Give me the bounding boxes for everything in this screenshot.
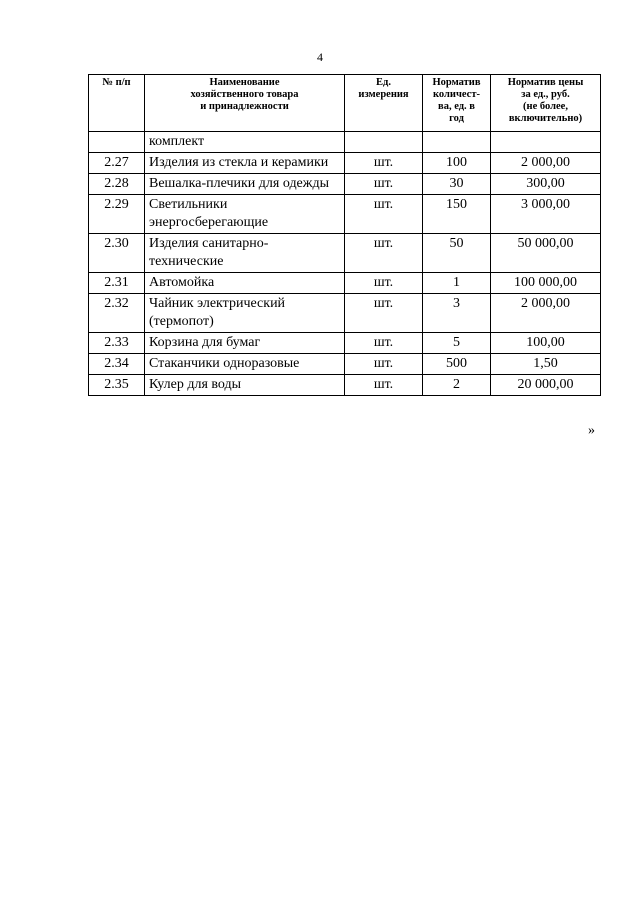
cell-num: 2.28 — [89, 174, 145, 195]
cell-qty: 150 — [423, 195, 491, 234]
cell-name: Кулер для воды — [145, 375, 345, 396]
cell-price: 20 000,00 — [491, 375, 601, 396]
cell-price: 3 000,00 — [491, 195, 601, 234]
table-row — [89, 174, 601, 195]
cell-name: Вешалка-плечики для одежды — [145, 174, 345, 195]
cell-unit: шт. — [345, 375, 423, 396]
cell-num: 2.29 — [89, 195, 145, 234]
cell-name: Корзина для бумаг — [145, 333, 345, 354]
cell-unit: шт. — [345, 234, 423, 273]
cell-unit — [345, 132, 423, 153]
cell-qty: 5 — [423, 333, 491, 354]
cell-num: 2.32 — [89, 294, 145, 333]
cell-qty: 30 — [423, 174, 491, 195]
cell-price: 2 000,00 — [491, 153, 601, 174]
header-price: Норматив цены за ед., руб. (не более, включительно) — [491, 75, 601, 132]
cell-qty: 2 — [423, 375, 491, 396]
cell-name-line: (термопот) — [149, 314, 214, 329]
cell-price: 1,50 — [491, 354, 601, 375]
cell-num: 2.27 — [89, 153, 145, 174]
table-row — [89, 234, 601, 273]
cell-qty: 3 — [423, 294, 491, 333]
cell-qty: 100 — [423, 153, 491, 174]
cell-qty: 1 — [423, 273, 491, 294]
table-row — [89, 153, 601, 174]
cell-qty: 50 — [423, 234, 491, 273]
cell-unit: шт. — [345, 174, 423, 195]
cell-name: Автомойка — [145, 273, 345, 294]
table-header-row — [89, 75, 601, 132]
header-num: № п/п — [89, 75, 145, 132]
cell-price — [491, 132, 601, 153]
cell-name-line: энергосберегающие — [149, 215, 269, 230]
cell-unit: шт. — [345, 294, 423, 333]
header-unit: Ед. измерения — [345, 75, 423, 132]
table-row — [89, 195, 601, 234]
cell-num — [89, 132, 145, 153]
cell-qty: 500 — [423, 354, 491, 375]
table-row-continuation — [89, 132, 601, 153]
cell-name: Стаканчики одноразовые — [145, 354, 345, 375]
cell-num: 2.33 — [89, 333, 145, 354]
cell-unit: шт. — [345, 273, 423, 294]
table-row — [89, 354, 601, 375]
cell-name-line: Изделия санитарно- — [149, 236, 269, 251]
cell-price: 300,00 — [491, 174, 601, 195]
cell-num: 2.30 — [89, 234, 145, 273]
cell-name: Изделия из стекла и керамики — [145, 153, 345, 174]
page-number: 4 — [317, 50, 323, 64]
cell-num: 2.31 — [89, 273, 145, 294]
cell-price: 2 000,00 — [491, 294, 601, 333]
cell-price: 50 000,00 — [491, 234, 601, 273]
header-name: Наименование хозяйственного товара и принадлежности — [145, 75, 345, 132]
cell-unit: шт. — [345, 195, 423, 234]
cell-num: 2.34 — [89, 354, 145, 375]
cell-unit: шт. — [345, 333, 423, 354]
cell-qty — [423, 132, 491, 153]
table-row — [89, 333, 601, 354]
cell-name — [145, 294, 345, 333]
cell-name — [145, 234, 345, 273]
cell-name-line: Светильники — [149, 197, 228, 212]
header-qty: Норматив количест- ва, ед. в год — [423, 75, 491, 132]
cell-name: комплект — [145, 132, 345, 153]
cell-price: 100 000,00 — [491, 273, 601, 294]
cell-unit: шт. — [345, 354, 423, 375]
cell-price: 100,00 — [491, 333, 601, 354]
cell-num: 2.35 — [89, 375, 145, 396]
cell-name-line: технические — [149, 254, 224, 269]
table-row — [89, 294, 601, 333]
cell-name-line: Чайник электрический — [149, 296, 286, 311]
closing-quote-mark: » — [588, 423, 595, 438]
cell-unit: шт. — [345, 153, 423, 174]
cell-name — [145, 195, 345, 234]
table-row — [89, 273, 601, 294]
table-row — [89, 375, 601, 396]
norms-table — [88, 74, 601, 396]
